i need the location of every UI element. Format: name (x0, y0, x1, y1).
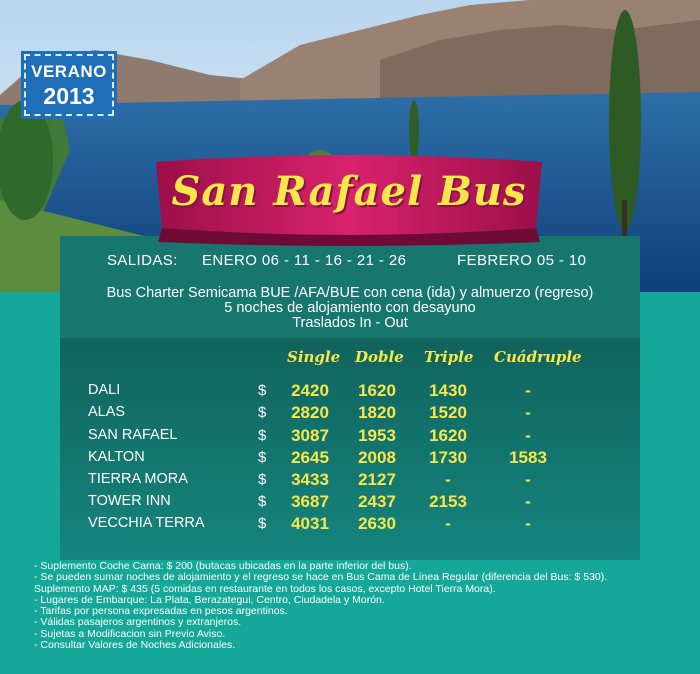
badge-year: 2013 (43, 83, 95, 109)
table-row (0, 380, 700, 402)
price-doble: 2630 (358, 514, 396, 533)
price-single: 3087 (291, 426, 329, 445)
table-row (0, 402, 700, 424)
table-row (0, 447, 700, 469)
price-cuadruple: - (525, 426, 531, 445)
departures-label: SALIDAS: (107, 252, 178, 269)
table-row (0, 491, 700, 513)
currency-symbol: $ (258, 449, 267, 466)
price-cuadruple: - (525, 514, 531, 533)
currency-symbol: $ (258, 427, 267, 444)
footnote: - Suplemento Coche Cama: $ 200 (butacas ubicadas en la parte inferior del bus). (34, 560, 412, 572)
currency-symbol: $ (258, 404, 267, 421)
footnote: - Se pueden sumar noches de alojamiento y el regreso se hace en Bus Cama de Línea Regular (diferencia del Bus: $ 530). (34, 571, 608, 584)
price-triple: 2153 (429, 492, 467, 511)
page-title: San Rafael Bus (171, 168, 527, 215)
price-single: 2645 (291, 448, 329, 467)
currency-symbol: $ (258, 493, 267, 510)
price-doble: 1820 (358, 403, 396, 422)
footnote: Suplemento MAP: $ 435 (5 comidas en restaurante en todos los casos, excepto Hotel Tierra Mora). (34, 582, 496, 595)
price-doble: 1620 (358, 381, 396, 400)
hotel-name: TOWER INN (88, 493, 171, 509)
hotel-name: KALTON (88, 449, 145, 465)
hotel-name: ALAS (88, 404, 126, 420)
footnotes (34, 561, 607, 651)
departures-february: FEBRERO 05 - 10 (457, 252, 587, 269)
description-line: Bus Charter Semicama BUE /AFA/BUE con cena (ida) y almuerzo (regreso) (106, 285, 594, 301)
table-row (0, 513, 700, 535)
package-description (60, 286, 640, 331)
currency-symbol: $ (258, 515, 267, 532)
footnote: - Válidas pasajeros argentinos y extranjeros. (34, 616, 242, 629)
column-header-cuadruple: Cuádruple (494, 348, 582, 366)
column-header-triple: Triple (424, 348, 474, 366)
footnote: - Lugares de Embarque: La Plata, Berazategui, Centro, Ciudadela y Morón. (34, 593, 385, 606)
price-triple: 1520 (429, 403, 467, 422)
currency-symbol: $ (258, 382, 267, 399)
currency-symbol: $ (258, 471, 267, 488)
hotel-name: SAN RAFAEL (88, 427, 178, 443)
description-line: 5 noches de alojamiento con desayuno (224, 300, 476, 316)
column-header-single: Single (287, 348, 341, 366)
price-cuadruple: - (525, 381, 531, 400)
description-line: Traslados In - Out (292, 315, 408, 331)
price-triple: 1730 (429, 448, 467, 467)
price-single: 3687 (291, 492, 329, 511)
price-cuadruple: - (525, 492, 531, 511)
hotel-name: VECCHIA TERRA (88, 515, 205, 531)
table-row (0, 425, 700, 447)
price-cuadruple: - (525, 403, 531, 422)
footnote: - Tarifas por persona expresadas en pesos argentinos. (34, 605, 288, 618)
price-triple: 1620 (429, 426, 467, 445)
price-cuadruple: - (525, 470, 531, 489)
departures-january: ENERO 06 - 11 - 16 - 21 - 26 (202, 252, 407, 269)
column-header-doble: Doble (355, 348, 404, 366)
badge-season: VERANO (31, 62, 107, 81)
price-single: 4031 (291, 514, 329, 533)
table-row (0, 469, 700, 491)
verano-badge (24, 54, 114, 116)
price-single: 2420 (291, 381, 329, 400)
price-single: 2820 (291, 403, 329, 422)
price-single: 3433 (291, 470, 329, 489)
price-triple: - (445, 470, 451, 489)
price-triple: - (445, 514, 451, 533)
price-doble: 1953 (358, 426, 396, 445)
hotel-name: DALI (88, 382, 121, 398)
price-doble: 2437 (358, 492, 396, 511)
price-cuadruple: 1583 (509, 448, 547, 467)
footnote: - Consultar Valores de Noches Adicionales. (34, 639, 236, 652)
price-triple: 1430 (429, 381, 467, 400)
footnote: - Sujetas a Modificacion sin Previo Aviso. (34, 627, 226, 640)
hotel-name: TIERRA MORA (88, 471, 188, 487)
price-doble: 2127 (358, 470, 396, 489)
price-doble: 2008 (358, 448, 396, 467)
